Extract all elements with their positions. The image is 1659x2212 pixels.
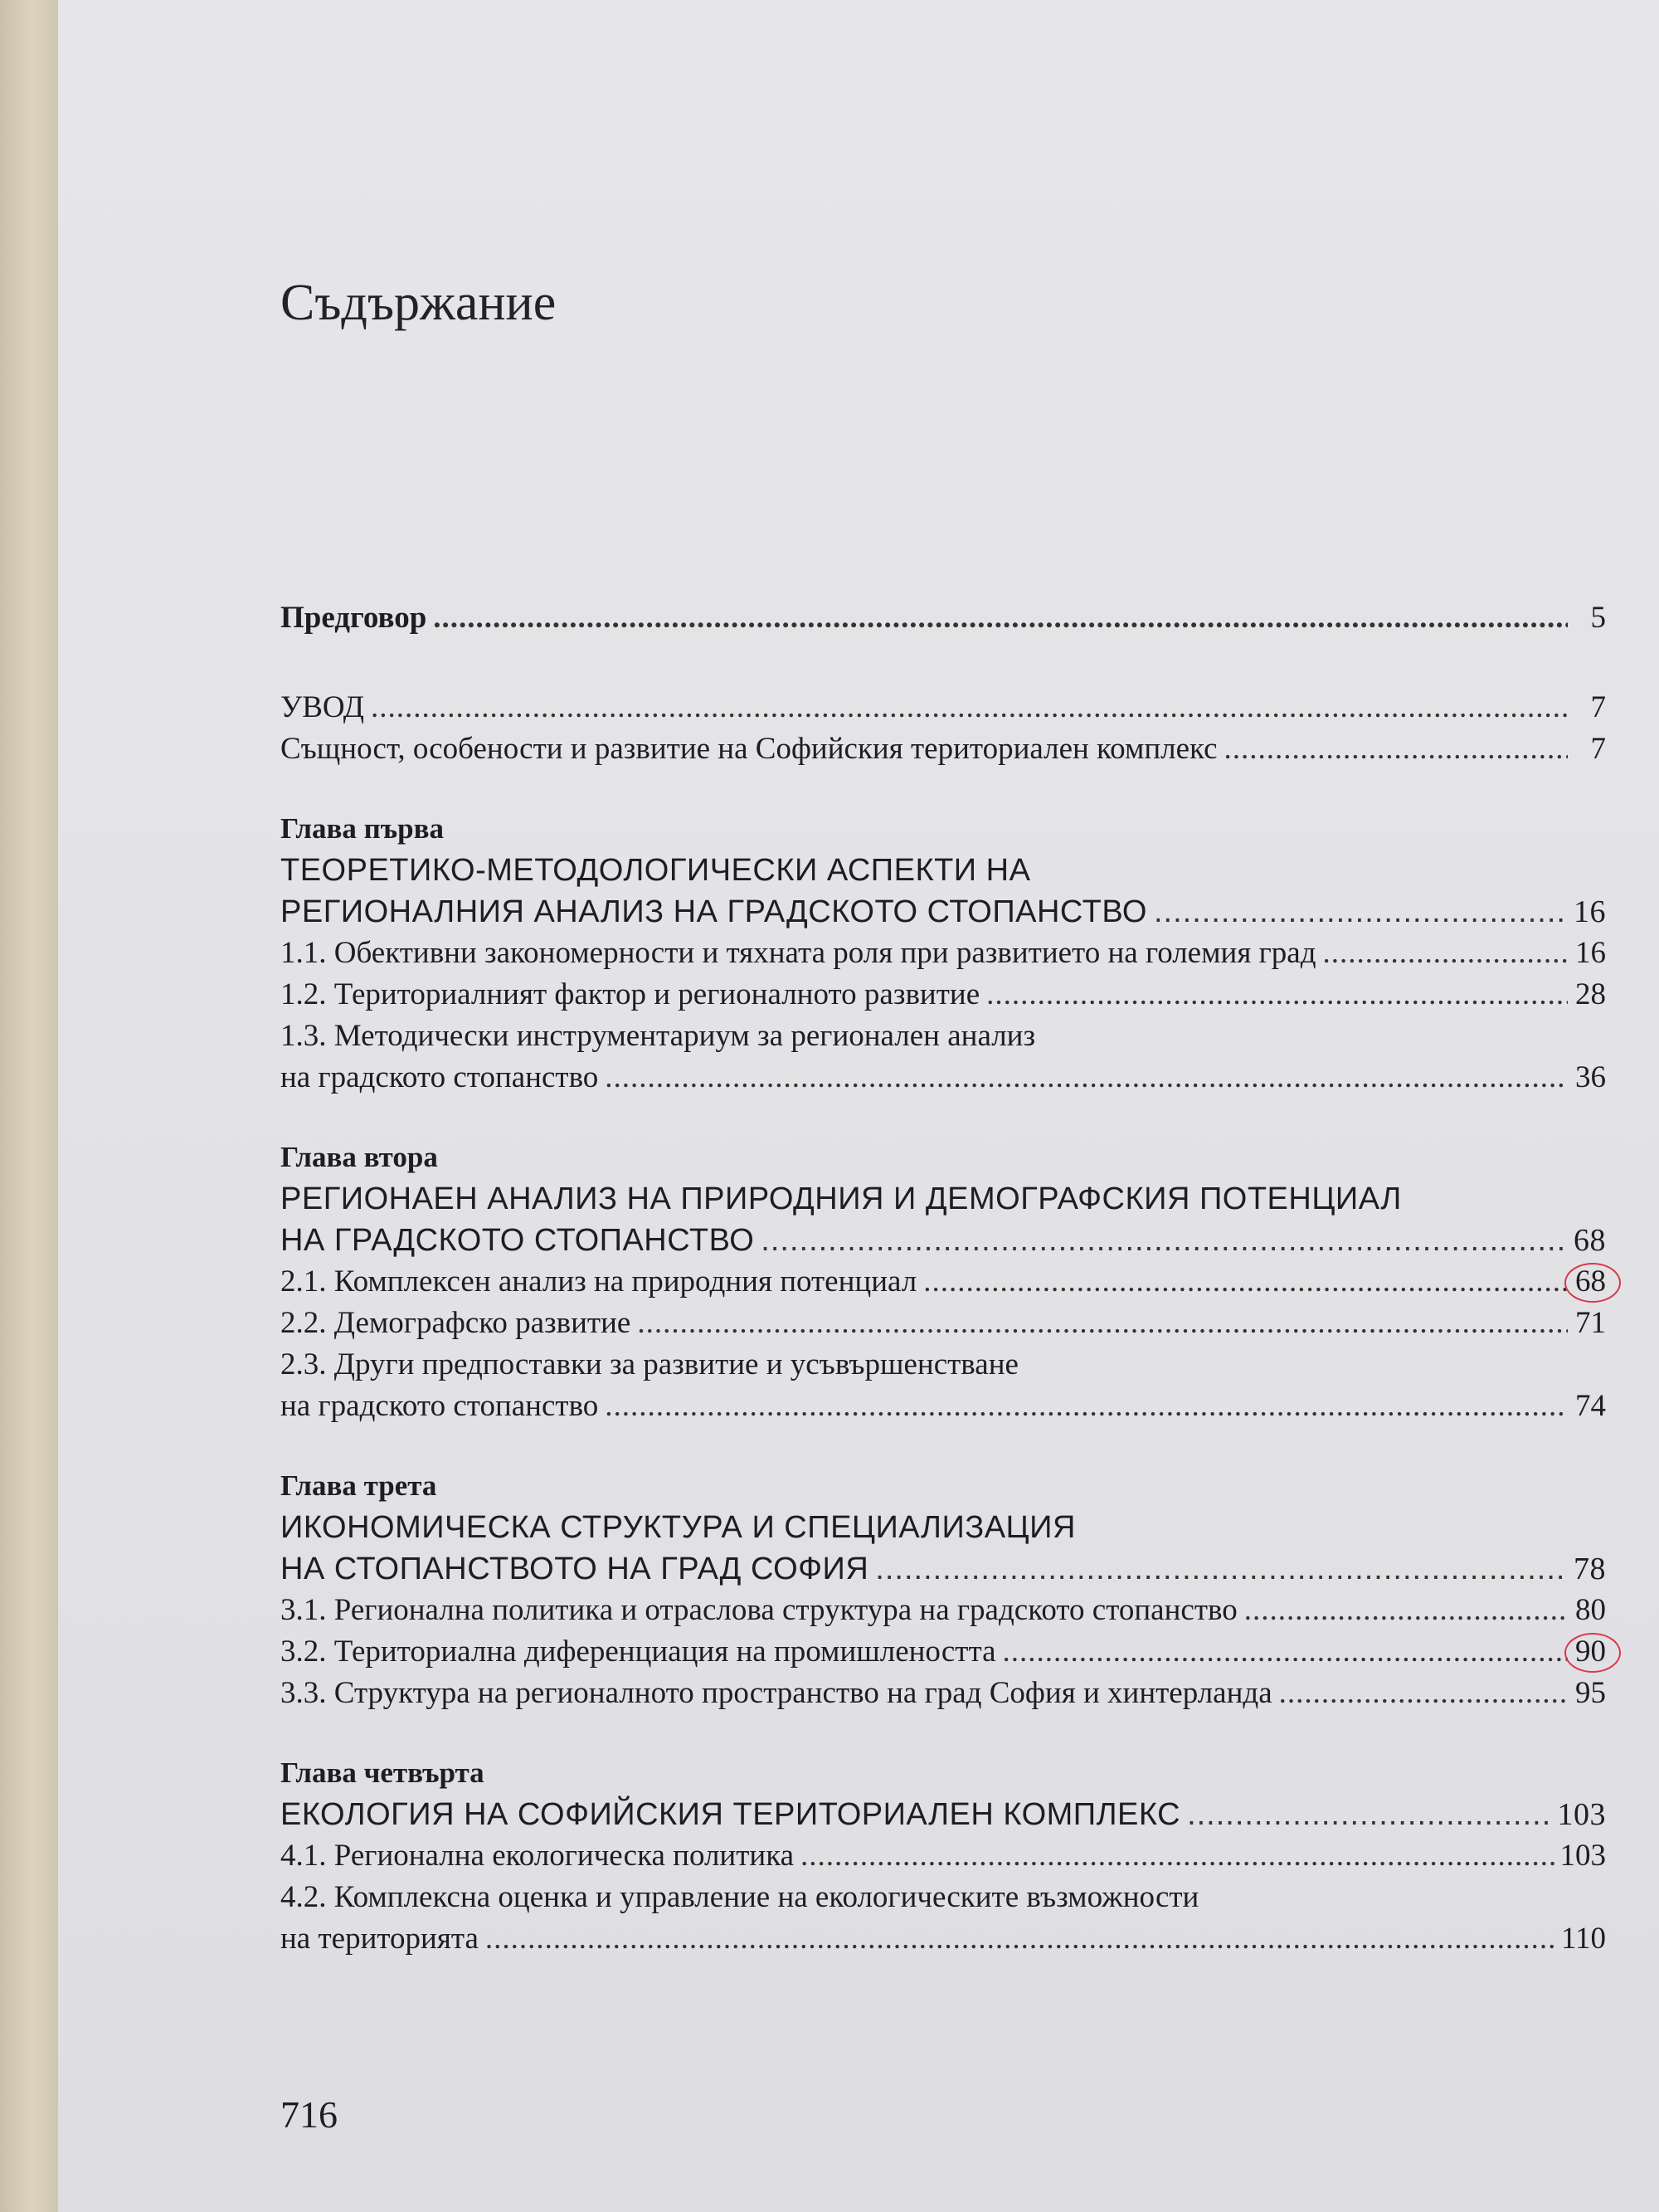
toc-entry-4-1 bbox=[280, 1835, 1606, 1877]
toc-entry-label: 2.3. Други предпоставки за развитие и усъвършенстване bbox=[280, 1347, 1019, 1381]
chapter-title-line: РЕГИОНАЕН АНАЛИЗ НА ПРИРОДНИЯ И ДЕМОГРАФСКИЯ ПОТЕНЦИАЛ bbox=[280, 1182, 1402, 1216]
toc-entry-2-3 bbox=[280, 1386, 1606, 1427]
toc-entry-label: на територията bbox=[280, 1922, 479, 1956]
toc-entry-3-3 bbox=[280, 1673, 1606, 1714]
toc-entry-1-3 bbox=[280, 1057, 1606, 1099]
chapter-label: Глава четвърта bbox=[280, 1756, 484, 1789]
toc-page-number-circled: 68 bbox=[1573, 1261, 1606, 1303]
chapter-title-line: НА ГРАДСКОТО СТОПАНСТВО bbox=[280, 1223, 755, 1258]
chapter-label: Глава трета bbox=[280, 1469, 437, 1502]
toc-page-number: 68 bbox=[1574, 1223, 1606, 1258]
toc-page-number: 36 bbox=[1575, 1060, 1606, 1094]
toc-entry-label: 1.3. Методически инструментариум за регионален анализ bbox=[280, 1019, 1036, 1053]
page-content bbox=[280, 0, 1606, 2212]
chapter-label: Глава първа bbox=[280, 812, 445, 845]
dot-leader bbox=[875, 1548, 1568, 1590]
dot-leader bbox=[1244, 1590, 1568, 1631]
dot-leader bbox=[1279, 1673, 1568, 1714]
toc-entry-1-1 bbox=[280, 933, 1606, 974]
chapter-title-line: ЕКОЛОГИЯ НА СОФИЙСКИЯ ТЕРИТОРИАЛЕН КОМПЛЕКС bbox=[280, 1797, 1181, 1832]
dot-leader bbox=[605, 1057, 1568, 1099]
toc-entry-intro bbox=[280, 687, 1606, 728]
chapter-label: Глава втора bbox=[280, 1141, 438, 1173]
toc-entry-label: 3.1. Регионална политика и отраслова структура на градското стопанство bbox=[280, 1593, 1238, 1627]
toc-entry-chapter-1 bbox=[280, 891, 1606, 933]
dot-leader bbox=[485, 1918, 1556, 1960]
toc-entry-1-2 bbox=[280, 974, 1606, 1016]
toc-entry-3-2 bbox=[280, 1631, 1606, 1673]
dot-leader bbox=[761, 1220, 1568, 1261]
toc-entry-label: УВОД bbox=[280, 690, 364, 724]
toc-entry-label: 1.1. Обективни закономерности и тяхната роля при развитието на големия град bbox=[280, 936, 1316, 970]
toc-entry-label: 4.2. Комплексна оценка и управление на екологическите възможности bbox=[280, 1880, 1199, 1914]
dot-leader bbox=[605, 1386, 1568, 1427]
toc-entry-label: 4.1. Регионална екологическа политика bbox=[280, 1839, 795, 1873]
toc-entry-label: Предговор bbox=[280, 601, 427, 635]
dot-leader bbox=[1224, 728, 1568, 770]
toc-entry-label: 3.2. Териториална диференциация на промишлеността bbox=[280, 1635, 996, 1669]
toc-page-number: 74 bbox=[1575, 1389, 1606, 1423]
toc-entry-label: 1.2. Териториалният фактор и регионалното развитие bbox=[280, 977, 980, 1011]
toc-page-number: 103 bbox=[1559, 1839, 1606, 1873]
toc-entry-3-1 bbox=[280, 1590, 1606, 1631]
toc-entry-chapter-3 bbox=[280, 1548, 1606, 1590]
dot-leader bbox=[433, 597, 1568, 639]
toc-page-number: 5 bbox=[1590, 601, 1606, 635]
toc-entry-label: на градското стопанство bbox=[280, 1389, 599, 1423]
dot-leader bbox=[1154, 891, 1568, 933]
toc-page-number: 78 bbox=[1574, 1552, 1606, 1586]
dot-leader bbox=[371, 687, 1568, 728]
toc-page-number: 7 bbox=[1590, 690, 1606, 724]
book-gutter bbox=[0, 0, 58, 2212]
toc-entry-intro-1 bbox=[280, 728, 1606, 770]
toc-page-number: 95 bbox=[1575, 1676, 1606, 1710]
toc-page-number: 28 bbox=[1575, 977, 1606, 1011]
toc-entry-chapter-4 bbox=[280, 1794, 1606, 1835]
table-of-contents bbox=[280, 597, 1606, 1960]
page-title: Съдържание bbox=[280, 275, 557, 331]
toc-entry-2-2 bbox=[280, 1303, 1606, 1344]
toc-page-number: 103 bbox=[1557, 1797, 1606, 1832]
chapter-title-line: НА СТОПАНСТВОТО НА ГРАД СОФИЯ bbox=[280, 1552, 869, 1586]
dot-leader bbox=[1323, 933, 1568, 974]
toc-page-number: 16 bbox=[1574, 894, 1606, 929]
dot-leader bbox=[923, 1261, 1568, 1303]
page-folio-number: 716 bbox=[280, 2093, 338, 2136]
dot-leader bbox=[986, 974, 1568, 1016]
book-page bbox=[58, 0, 1659, 2212]
toc-entry-label: 2.2. Демографско развитие bbox=[280, 1306, 631, 1340]
dot-leader bbox=[800, 1835, 1554, 1877]
dot-leader bbox=[637, 1303, 1568, 1344]
chapter-title-line: ИКОНОМИЧЕСКА СТРУКТУРА И СПЕЦИАЛИЗАЦИЯ bbox=[280, 1510, 1076, 1545]
toc-page-number: 71 bbox=[1575, 1306, 1606, 1340]
dot-leader bbox=[1187, 1794, 1552, 1835]
toc-entry-chapter-2 bbox=[280, 1220, 1606, 1261]
chapter-title-line: ТЕОРЕТИКО-МЕТОДОЛОГИЧЕСКИ АСПЕКТИ НА bbox=[280, 853, 1031, 888]
toc-entry-2-1 bbox=[280, 1261, 1606, 1303]
dot-leader bbox=[1003, 1631, 1569, 1673]
toc-entry-4-2 bbox=[280, 1918, 1606, 1960]
chapter-title-line: РЕГИОНАЛНИЯ АНАЛИЗ НА ГРАДСКОТО СТОПАНСТВО bbox=[280, 894, 1147, 929]
toc-page-number: 110 bbox=[1560, 1922, 1606, 1956]
toc-entry-label: 3.3. Структура на регионалното пространство на град София и хинтерланда bbox=[280, 1676, 1272, 1710]
toc-entry-preface bbox=[280, 597, 1606, 639]
toc-entry-label: Същност, особености и развитие на Софийския териториален комплекс bbox=[280, 732, 1218, 766]
toc-page-number: 16 bbox=[1575, 936, 1606, 970]
toc-page-number: 7 bbox=[1590, 732, 1606, 766]
toc-entry-label: 2.1. Комплексен анализ на природния потенциал bbox=[280, 1264, 917, 1298]
toc-page-number: 80 bbox=[1575, 1593, 1606, 1627]
toc-page-number-circled: 90 bbox=[1573, 1631, 1606, 1673]
toc-entry-label: на градското стопанство bbox=[280, 1060, 599, 1094]
